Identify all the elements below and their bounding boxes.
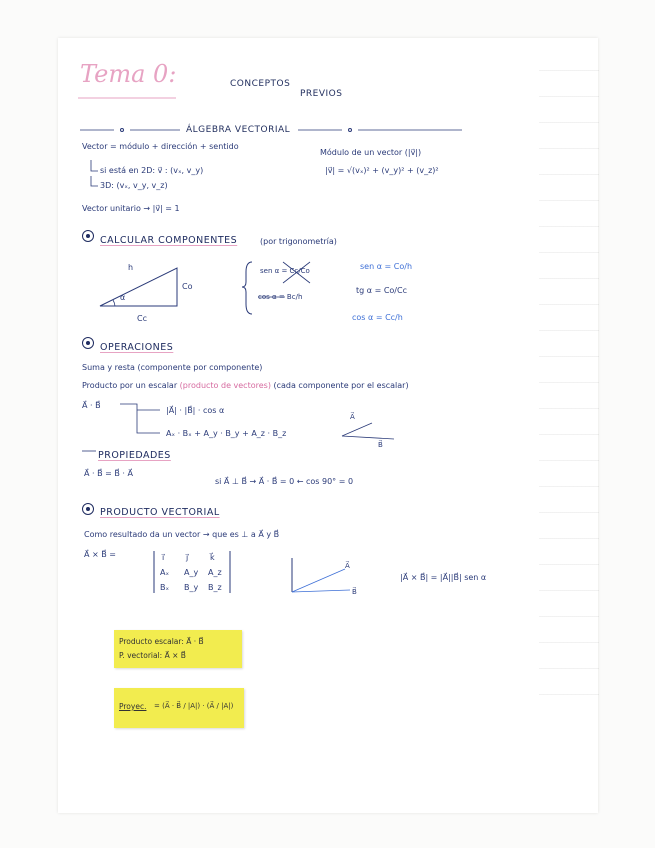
producto-pink-note: (producto de vectores) bbox=[179, 381, 271, 390]
divider-dot-icon bbox=[349, 129, 352, 132]
vector-definition: Vector = módulo + dirección + sentido bbox=[82, 142, 239, 151]
case-3d: 3D: (vₓ, v_y, v_z) bbox=[100, 181, 168, 190]
section-heading-operaciones: OPERACIONES bbox=[100, 342, 174, 353]
vector-label-b: B⃗ bbox=[378, 441, 383, 449]
matrix-cell: k⃗ bbox=[210, 553, 215, 562]
triangle-label-h: h bbox=[128, 263, 134, 272]
vector-label-b: B⃗ bbox=[352, 588, 357, 596]
vector-a-arrow bbox=[342, 423, 372, 436]
subtitle-previos: PREVIOS bbox=[300, 89, 343, 99]
tg-formula: tg α = Co/Cc bbox=[356, 286, 407, 295]
vector-label-a: A⃗ bbox=[350, 413, 355, 421]
triangle-label-co: Co bbox=[182, 282, 193, 291]
perpendicular-rule: si A⃗ ⊥ B⃗ → A⃗ · B⃗ = 0 ← cos 90° = 0 bbox=[215, 477, 354, 486]
right-triangle bbox=[100, 268, 177, 306]
vector-a-arrow bbox=[292, 569, 345, 592]
triangle-label-cc: Cc bbox=[137, 314, 147, 323]
componentes-note: (por trigonometría) bbox=[260, 237, 337, 246]
vector-unitario: Vector unitario → |v⃗| = 1 bbox=[82, 204, 180, 213]
subtitle-conceptos: CONCEPTOS bbox=[230, 79, 291, 89]
suma-resta: Suma y resta (componente por componente) bbox=[82, 363, 263, 372]
arrow-icon bbox=[120, 404, 160, 433]
crossed-cos-formula: cos α = Bc/h bbox=[258, 293, 303, 301]
dot-product-lhs: A⃗ · B⃗ bbox=[82, 401, 101, 410]
cross-product-lhs: A⃗ × B⃗ = bbox=[84, 550, 116, 559]
divider-dot-icon bbox=[121, 129, 124, 132]
matrix-cell: i⃗ bbox=[162, 553, 165, 562]
conmutativa: A⃗ · B⃗ = B⃗ · A⃗ bbox=[84, 469, 133, 478]
page-title: Tema 0: bbox=[80, 60, 177, 88]
sticky-proyeccion-formula: = (A⃗ · B⃗ / |A|) · (A⃗ / |A|) bbox=[154, 702, 234, 710]
curly-brace bbox=[242, 262, 252, 314]
vector-b-arrow bbox=[342, 436, 394, 439]
triangle-label-alpha: α bbox=[120, 293, 126, 302]
section-heading-vectorial: PRODUCTO VECTORIAL bbox=[100, 507, 220, 518]
cos-formula: cos α = Cc/h bbox=[352, 313, 403, 322]
vector-label-a: A⃗ bbox=[345, 562, 350, 570]
section-heading-componentes: CALCULAR COMPONENTES bbox=[100, 235, 238, 246]
sticky-line-escalar: Producto escalar: A⃗ · B⃗ bbox=[119, 637, 204, 646]
dot-product-rhs1: |A⃗| · |B⃗| · cos α bbox=[166, 406, 225, 415]
vectorial-resultado: Como resultado da un vector → que es ⊥ a A⃗ y B⃗ bbox=[84, 530, 280, 539]
matrix-cell: A_z bbox=[208, 568, 222, 577]
matrix-cell: Aₓ bbox=[160, 568, 170, 577]
cross-product-modulo: |A⃗ × B⃗| = |A⃗||B⃗| sen α bbox=[400, 573, 487, 582]
crossed-sen-formula: sen α = Cc/Co bbox=[260, 267, 310, 275]
section-heading-algebra: ÁLGEBRA VECTORIAL bbox=[186, 125, 291, 135]
dot-product-rhs2: Aₓ · Bₓ + A_y · B_y + A_z · B_z bbox=[166, 429, 287, 438]
sen-formula: sen α = Co/h bbox=[360, 262, 413, 271]
vector-b-arrow bbox=[292, 590, 350, 592]
matrix-cell: B_y bbox=[184, 583, 199, 592]
section-heading-propiedades: PROPIEDADES bbox=[98, 450, 171, 461]
angle-arc bbox=[113, 300, 115, 306]
arrow-icon bbox=[91, 176, 98, 186]
arrow-icon bbox=[91, 160, 98, 171]
modulo-formula: |v⃗| = √(vₓ)² + (v_y)² + (v_z)² bbox=[325, 166, 439, 175]
matrix-cell: j⃗ bbox=[186, 553, 189, 562]
producto-prefix: Producto por un escalar bbox=[82, 381, 178, 390]
modulo-title: Módulo de un vector (|v⃗|) bbox=[320, 148, 422, 157]
matrix-cell: Bₓ bbox=[160, 583, 170, 592]
producto-suffix: (cada componente por el escalar) bbox=[273, 381, 409, 390]
matrix-cell: B_z bbox=[208, 583, 222, 592]
matrix-cell: A_y bbox=[184, 568, 199, 577]
sticky-line-vectorial: P. vectorial: A⃗ × B⃗ bbox=[119, 651, 186, 660]
sticky-proyeccion-label: Proyec. bbox=[119, 702, 147, 711]
case-2d: si está en 2D: v⃗ : (vₓ, v_y) bbox=[100, 166, 204, 175]
